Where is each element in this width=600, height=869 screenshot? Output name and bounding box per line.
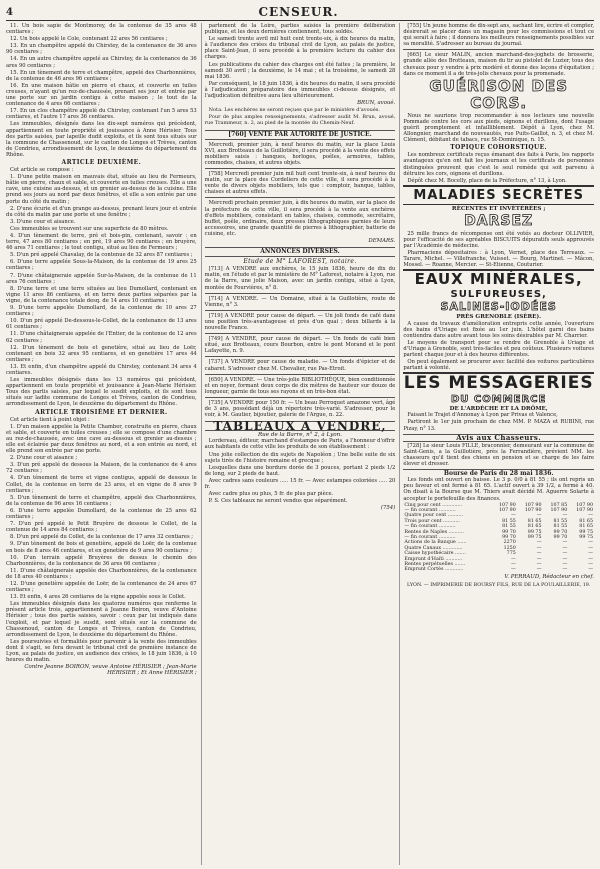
table-cell-label: — fin courant ........... [404,524,456,530]
column-3 [399,23,594,865]
table-cell-value: — [511,562,516,568]
paragraph: Les immeubles désignés dans les quatorze numéros que renferme le présent article trois, appartiennent à Jeanne Boiron, veuve d'Antoine Hérisier ; tous des partis saisies, savoir : ceux par lui indiqués dans l'exploit, et par lequel je susdit, sont situés sur la commune de Chassenoud, canton de Longes et Trèves, canton de Condrieu, arrondissement de Lyon, le deuxième du département du Rhône. [6,601,197,638]
table-cell-value: 99 75 [579,529,594,535]
table-cell-value: 81 65 [527,518,542,524]
column-1 [6,23,197,865]
paragraph: A cause du travaux d'amélioration entrepris cette année, l'ouverture des bains d'Uriage est fixée au 1er juin. L'hôtel garni des bains contiendra dans autre avant tous les soins désirables par M. Charrier. [403,320,595,339]
ad-word-darsez: DARSEZ [464,212,534,229]
divider [205,310,396,311]
paragraph: Mercredi prochain premier juin, à dix heures du matin, sur la place de la préfecture de cette ville, il sera procédé à la vente aux enchères d'effets mobiliers, consistant en tables, chaises, commode, secrétaire, buffet, poêle, ordinaire, deux presses lithographiques garnies de leurs accessoires, une grande quantité de pierres à lithographier, batterie de cuisine, etc. [204,200,396,237]
paragraph: [665] Le sieur MALIN, ancien marchand-des-joghets de brosserie, grande allée des Brotteaux, maison du tir au pistolet de Luzier, tous des chevaux pour y vendre à prix modéré et donne des leçons d'équitation ; dans ce moment il a de très-jolis chevaux pour la promenade. [403,52,595,77]
auction-heading: [760] VENTE PAR AUTORITÉ DE JUSTICE. [205,130,396,140]
article-2-heading: ARTICLE DEUXIÈME. [61,158,142,166]
table-cell-value: 107 90 [576,508,594,513]
ad-subtitle-sulfureuses: SULFUREUSES, [450,289,547,301]
paragraph: 6. D'une terre appelée Sous-la-Maison, de la contenue de 19 ares 25 centiares ; [6,259,197,272]
paragraph: 14. En un autre champêtre appelé au Chirstey, de la contenance de 36 ares 90 centiares ; [6,56,197,69]
table-cell-label: Rentes perpétuelles ....... [404,562,466,568]
ad-subtitle-ardeche: DE L'ARDÈCHE ET LA DRÔME, [449,406,548,413]
paragraph: 13. En un champêtre appelé du Chirstey, de la contenance de 36 ares 90 centiares ; [6,43,197,56]
paragraph: 17. En un clos champêtre appelé du Chirstey, contenant l'un 5 ares 53 centiares, et l'autre 17 ares 36 centiares. [6,108,197,121]
col1-paras-bottom [6,417,197,664]
paragraph: 16. En une maison bâtie en pierre et chaux, et couverte en tuiles creuses, n'ayant qu'un rez-de-chaussée, prenant ses jour et entrée par une porte sur un jardin contigu à cette maison ; le tout de la contenance de 4 ares 66 centiares ; [6,82,197,108]
table-cell-label: Quatre pour cent .......... [404,513,463,519]
table-cell-value: — [588,545,594,551]
table-cell-value: — [562,562,568,568]
table-cell-value: — [562,545,568,551]
paragraph: 2. D'une écurie et d'un grange au-dessus, prenant leurs jour et entrée du côté du matin par une porte et une fenêtre ; [6,205,197,218]
masthead: CENSEUR. [258,5,339,19]
signature: DEMARS. [368,238,396,245]
table-cell-value: — [588,551,594,557]
table-cell-value: 81 65 [527,524,542,530]
paragraph: Dépôt chez M. Bocelly, place de la Préfecture, n° 13, à Lyon. [407,177,567,184]
table-cell-value: — [562,540,568,546]
table-cell-value: 99 70 [553,529,568,535]
paragraph: Par conséquent, le 18 juin 1836, à dix heures du matin, il sera procédé à l'adjudication préparatoire des immeubles ci-dessus désignés, et l'adjudication définitive aura lieu ultérieurement. [204,80,396,100]
table-cell-label: Actions de la Banque ...... [404,540,467,546]
paragraph: P. S. Ces tableaux ne seront vendus que séparément. [208,498,348,505]
etude-heading: Etude de M° LAFOREST, notaire. [243,258,357,266]
table-cell-value: — [536,556,542,562]
table-cell-value: — [536,513,542,519]
chasseurs-heading: Avis aux Chasseurs. [403,434,594,442]
ad-item: [713] A VENDRE aux enchères, le 15 juin 1836, heure de dix du matin, en l'étude et par le ministère de M° Laforest, notaire à Lyon, rue de la Barre, une jolie Maison, avec un jardin contigu, situé à Lyon, montée de Fourvières, n° 8. [204,266,396,291]
paragraph: [758] Mercredi premier juin mil huit cent trente-six, à neuf heures du matin, sur la place des Cordeliers de cette ville, il sera procédé à la vente de divers objets mobiliers, tels que : comptoir, banque, tables, chaises et autres effets. [204,171,396,196]
column-2 [201,23,396,865]
table-cell-value: 99 70 [502,529,516,535]
table-cell-value: 81 55 [502,524,516,530]
table-cell-value: 81 55 [502,518,516,524]
ad-item: [650] A VENDRE. — Une très-jolie BIBLIOTHÈQUE, bien conditionnée et en noyer, formant deux corps de dix mètres de hauteur sur douze de longueur, garnie de tous ses rayons et en très-bon état. [204,376,396,395]
paragraph: Les poursuivies et formalités pour parvenir à la vente des immeubles dont il s'agit, se fera devant le tribunal civil de première instance de Lyon, au palais de justice, en audience des criées, le 18 juin 1836, à 10 heures du matin. [6,638,197,664]
article-3-heading: ARTICLE TROISIÈME ET DERNIER. [35,408,168,416]
table-cell-value: — [562,556,568,562]
col1-paras-mid [6,167,197,407]
table-cell-value: 81 65 [579,518,594,524]
paragraph: 25 mille francs de récompense ont été votés au docteur OLLIVIER, pour l'efficacité de ses agréables BISCUITS dépuratifs seuls approuvés par l'Académie de médecine. [403,230,595,250]
note: Nota. Les enchères ne seront reçues que par le ministère d'avoués. [208,107,380,114]
page-number: 4 [6,6,13,18]
paragraph: Avec cadre plus ou plus, 5 fr. de plus par pièce. [208,491,334,498]
tableaux-title: TABLEAUX A VENDRE, [205,421,396,431]
paragraph: Les immeubles désignés dans les 13 numéros qui précèdent, appartiennent en toute propriété et jouissance à Jean-Marie Hérisier. Tous des partis saisies, par lequel le susdit exploits, et ils sont tous situés sur ladite commune de Longes et Trèves, canton de Condrieu, arrondissement de Lyon, le deuxième du département du Rhône. [6,377,197,408]
paragraph: 4. D'un tènement de terre, pré et bois-pin, contenant, savoir : en terre, 47 ares 80 centiares ; en pré, 19 ares 90 centiares ; en bruyère, 46 ares 71 centiares ; le tout contigu, situé au lieu de Fermeurs ; [6,233,197,252]
table-cell-value: — [536,567,542,573]
table-cell-value: 107 90 [499,508,516,513]
paragraph: Le samedi trente avril mil huit cent trente-six, à dix heures du matin, à l'audience des criées du tribunal civil de Lyon, au palais de justice, place Saint-Jean, il sera procédé à la première lecture du cahier des charges. [204,36,396,61]
paragraph: Le moyens de transport pour se rendre de Grenoble à Uriage et d'Uriage à Grenoble, sont très-faciles et peu coûteux. Plusieurs voitures partent chaque jour et à des heures différentes. [403,339,595,358]
table-cell-value: 107 90 [524,508,542,513]
table-cell-value: 107 90 [550,508,568,513]
paragraph: 9. D'un tènement de bois et genetière, appelé de Loër, de la contenue en bois de 8 ares 46 centiares, et en genetière de 9 ares 90 centiares ; [6,541,197,554]
divider [205,333,396,334]
table-row [403,567,594,572]
table-cell-label: Cinq pour cent ............. [404,502,462,508]
table-cell-value: — [562,567,568,573]
ad-item: [737] A VENDRE pour cause de maladie. — Un fonds d'épicier et de cabaret. S'adresser chez M. Chevalier, rue Pas-Etroit. [204,359,396,372]
paragraph: 7. D'un pré appelé le Petit Bruyère de dessous le Collet, de la contenue de 14 ares 84 centiares ; [6,521,197,534]
ad-title-eaux: EAUX MINÉRALES, [403,269,594,288]
page-header [6,4,594,21]
table-cell-value: 99 75 [579,535,594,541]
divider [205,356,396,357]
paragraph: partement de la Loire, parties saisies la première délibération publique, et les deux dernières contiennent, tous soldés. [204,23,396,36]
paragraph: 12. Un bois appelé le Cole, contenant 22 ares 56 centiares ; [10,36,168,43]
ad-place: PRÈS GRENOBLE (ISÈRE). [456,314,542,321]
paragraph: Cet article se compose : [10,167,74,174]
paragraph: 8. D'une terre et une terre situées au lieu Dumollard, contenant en vigne 11 ares 86 centiares, et en terre deux parties séparées par la vigne, de la contenance totale desq. de 14 ares 10 centiares ; [6,285,197,304]
paragraph: Faisant le Trajet d'Annonay à Lyon par Privas et Valence, [407,412,558,419]
col1-signature: Contre Jeanne BOIRON, veuve Antoine HÉRISIER ; Jean-Marie HÉRISIER ; Et Anne HÉRISIER ; [24,664,197,677]
paragraph: 5. D'un tènement de terre et champêtre, appelé des Charbonnières, de la contenue de 96 ares 16 centiares ; [6,494,197,507]
paragraph: Avec cadres sans couleurs ..... 15 fr. — Avec estampes coloriées ..... 20 fr. [204,477,396,491]
paragraph: Une jolie collection de dix sujets de Napoléon ; Une belle suite de six sujets tirés de l'histoire romaine et grecque ; [204,451,396,464]
paragraph: 11. D'une châtaigneraie appelée de l'Entier, de la contenue de 12 ares 62 centiares ; [6,331,197,344]
bourse-table [403,503,594,573]
col1-paras-top [6,23,197,158]
paragraph: 3. D'un pré appelé de dessous la Maison, de la contenance de 4 ares 72 centiares ; [6,462,197,475]
table-cell-label: Quatre Canaux ............. [404,545,463,551]
paragraph: 8. D'un pré appelé du Collet, de la contenue de 17 ares 32 centiares ; [10,534,194,541]
columns [6,23,594,865]
signature: (754) [380,505,396,512]
divider [403,49,594,50]
divider [205,197,396,198]
signature: BRUN, avoué. [357,100,396,107]
paragraph: 9. D'une terre appelée Dumollard, de la contenue de 10 ares 27 centiares ; [6,305,197,318]
table-cell-value: 99 70 [502,535,516,541]
table-cell-value: 1250 [503,545,516,551]
bourse-table-body [403,503,594,573]
paragraph: Lesquelles dans une bordure dorée de 3 pouces, portant 2 pieds 1/2 de long, sur 2 pieds de haut. [204,464,396,477]
table-cell-value: — [536,562,542,568]
editor-signature: V. PERRAUD, Rédacteur en chef. [504,573,595,580]
paragraph: 11. D'une châtaigneraie appelée des Charbonnières, de la contenance de 18 ares 40 centiares ; [6,567,197,580]
table-cell-value: 107 85 [550,502,568,508]
table-cell-value: 99 75 [527,529,542,535]
table-cell-value: — [562,513,568,519]
bourse-heading: Bourse de Paris du 28 mai 1836. [403,469,594,477]
paragraph: 15. En un tènement de terre et champêtre, appelé des Charbonnières, de la contenue de 46 ares 96 centiares ; [6,69,197,82]
table-cell-label: Emprunt Cortès ............ [404,567,464,573]
ad-title-topique: TOPIQUE COHORSTIQUE. [450,144,548,152]
ad-subtitle-commerce: DU COMMERCE [451,394,547,406]
table-cell-value: 99 70 [553,535,568,541]
ad-subtitle: RÉCENTES ET INVÉTÉRÉES ; [451,205,546,212]
table-cell-value: — [588,562,594,568]
paragraph: On peut également se procurer avec facilité des voitures particulières partant à volonté. [403,359,595,372]
divider [205,397,396,398]
table-cell-value: 107 90 [499,502,516,508]
paragraph: 10. D'un terrain appelé Bruyères de dessus le chemin des Charbonnières, de la contenance de 36 ares 66 centiares ; [6,554,197,567]
paragraph: Ces immeubles se trouvent sur une superficie de 80 mètres. [10,225,169,232]
paragraph: Pharmaciens dépositaires : à Lyon, Vernet, place des Terreaux. — Tarare, Michel. — Villefranche, Vuisset. — Bourg, Martinet. — Mâcon, Mossel. — Roanne, Mercier. — St-Etienne, Couturier. [403,250,595,269]
note: Pour de plus amples renseignements, s'adresser audit M. Brun, avoué, rue Trammeur, n. 2, au pied de la montée du Chemin-Neuf. [204,114,396,126]
table-cell-value: — [588,556,594,562]
paragraph: Les fonds ont ouvert en baisse. Le 3 p. 0/0 à 81 55 ; ils ont repris un peu faveur et ont fermé à 81 65. L'actif ouvert à 39 1/2, a fermé à 40. On disait à la Bourse que M. Thiers avait décidé M. Aguerre Solarte à accepter le portefeuille des finances. [403,477,595,502]
table-cell-value: 81 55 [553,518,568,524]
table-cell-value: 775 [506,551,516,557]
paragraph: 4. D'un tènement de terre et vigne contigus, appelé de dessous le Collet, de la contenue en terre de 23 ares, et en vigne de 8 ares 9 centiares ; [6,475,197,494]
paragraph: Mercredi, premier juin, à neuf heures du matin, sur la place Louis XVI, aux Brotteaux de la Guillotière, il sera procédé à la vente des effets mobiliers saisis : banques, horloges, poêles, armoires, tables, commodes, chaises, et autres objets. [204,141,396,166]
table-cell-value: 107 90 [524,502,542,508]
table-cell-label: Caisse hypothécaire ....... [404,551,466,557]
table-cell-value: — [562,551,568,557]
paragraph: 1. D'un maison appelée la Petite Chamber, construite en pierre, chaux et sable, et couverte en tuiles creuses ; elle se compose d'une chambre au rez-de-chaussée, avec une cave au-dessous et grenier au-dessus ; elle est éclairée par deux fenêtres au nord, et a son entrée au nord, et elle prend son entrée par une porte. [6,423,197,455]
table-cell-value: — [511,567,516,573]
table-cell-value: — [511,556,516,562]
paragraph: 13. Et enfin, d'un champêtre appelé du Chirstey, contenant 34 ares 4 centiares. [6,363,197,376]
table-cell-value: — [511,513,516,519]
paragraph: 13. Et enfin, 4 ares 26 centiares de la vigne appelée sous le Collet. [10,594,186,601]
ad-item: [714] A VENDRE. — Un Domaine, situé à la Guillotière, route de Vienne, n° 3. [204,295,396,308]
ad-title-messageries: LES MESSAGERIES [403,373,594,394]
paragraph: Les immeubles, désignés dans les dix-sept numéros qui précèdent, appartiennent en toute propriété et jouissance à Anne Hérisier. Tous des partis saisies, par lapeille dudit exploits, et ils sont tous situés sur la commune de Chassenoud, sur le canton de Longes et Trèves, canton de Condrieu, arrondissement de Lyon, le deuxième du département du Rhône. [6,121,197,158]
ad-word-salines: SALINES-IODÉES [440,300,557,314]
table-cell-label: — fin courant ........... [404,508,456,513]
paragraph: Lordereau, éditeur, marchand d'estampes de Paris, a l'honneur d'offrir aux habitants de cette ville les produits de son établissement : [204,438,396,451]
ad-item: [735] A VENDRE pour 150 fr. — Un beau Perroquet amazone vert, âgé de 3 ans, possédant déjà un répertoire très-varié. S'adresser, pour le voir, à M. Gautier, bijoutier, galerie de l'Argue, n. 22. [204,399,396,419]
table-cell-value: 2270 [503,540,516,546]
paragraph: 10. D'un pré appelé De-dessous-le-Collet, de la contenance de 13 ares 61 centiares ; [6,318,197,331]
divider [205,374,396,375]
paragraph: [755] Un jeune homme de dix-sept ans, sachant lire, écrire et compter, désirerait se placer dans un magasin pour les commissions et tout ce qui serait à faire ; il donnera les meilleurs renseignements possibles sur sa moralité. S'adresser au bureau du journal. [403,23,595,48]
paragraph: 7. D'une châtaigneraie appelée Sur-la-Maison, de la contenue de 11 ares 76 centiares ; [6,272,197,285]
paragraph: 6. D'une terre appelée Dumollard, de la contenue de 25 ares 62 centiares ; [6,507,197,521]
paragraph: Nous ne saurions trop recommander à nos lecteurs une nouvelle Pommade contre les cors aux pieds, oignons et durillons, dont l'usage guérit promptement et infailliblement. Dépôt à Lyon, chez M. Allongnier, marchand de nouveautés, rue Puits-Gaillot, n. 3, et chez M. Clément, débitant de tabacs, rue St-Dominique, n. 15. [403,112,595,144]
ad-title-maladies: MALADIES SECRÈTES [403,185,594,205]
paragraph: [728] Le sieur Louis FILLE, braconnier, demeurant sur la commune de Saint-Genis, a la Guillotière, près la Ferrandière, prévient MM. les chasseurs qu'il tient des chiens en pension et se charge de les faire élever et dresser. [403,442,595,468]
paragraph: 2. D'une cour et aisance ; [10,455,78,462]
ad-title-cors: GUÉRISON DES CORS. [429,76,569,112]
paragraph: 1. D'une petite maison en mauvais état, située au lieu de Fermeurs, bâtie en pierre, chaux et sable, et couverte en tuiles creuses. Elle a une cave, une cuisine au-dessus, et un grenier au-dessus de la cuisine. Elle prend ses jours au nord par deux fenêtres, et elle a son entrée par une porte du côté du matin ; [6,174,197,205]
table-cell-label: Rentes de Naples .......... [404,529,464,535]
table-cell-value: — [536,540,542,546]
table-cell-value: — [536,545,542,551]
ad-item: [749] A VENDRE, pour cause de départ. — Un fonds de café bien situé, aux Brotteaux, cours Bourbon, entre le pont Morand et le pont Lafayette, n. 9. [204,336,396,355]
tableaux-address: Rue de la Barre, n° 2, à Lyon. [257,432,343,439]
divider [205,168,396,169]
ad-item: [719] A VENDRE pour cause de départ. — Un joli fonds de café dans une position très-avantageuse et près d'un quai ; deux billards à la nouvelle France. [204,312,396,332]
table-cell-value: 81 65 [579,524,594,530]
paragraph: 3. D'une cour et aisance. [10,218,76,225]
table-cell-label: Trois pour cent ........... [404,518,460,524]
paragraph: Les publications du cahier des charges ont été faites ; la première, le samedi 30 avril ; la deuxième, le 14 mai ; et la troisième, le samedi 28 mai 1836. [204,61,396,80]
paragraph: 11. Un bois sapie de Montmorey, de la contenue de 35 ares 48 centiares ; [6,23,197,36]
paragraph: Partiront le 1er juin prochain de chez MM. P. MAZA et RUBINI, rue Pizay, n° 13. [403,419,595,432]
divider [205,293,396,294]
paragraph: Les nombreux certificats reçus émanant des faits à Paris, les rapports avantageux qu'en ont fait les journaux et les certificats de personnes distinguées prouvent que c'est le seul remède qui soit parvenu à détruire les cors, oignons et durillons. [403,152,595,177]
paragraph: Cet article tient à point objet : [10,416,90,423]
table-cell-value: — [536,551,542,557]
table-cell-value: 99 75 [527,535,542,541]
table-cell-value: — [588,513,594,519]
table-cell-value: — [588,540,594,546]
announcements-heading: ANNONCES DIVERSES. [205,247,396,257]
table-cell-value: 107 90 [576,502,594,508]
paragraph: 5. D'un pré appelé Chavalay, de la contenue de 32 ares 87 centiares ; [10,252,193,259]
paragraph: 12. D'un tènement de bois et genetière, situé au lieu de Loër, contenant en bois 32 ares 95 centiares, et en genetière 17 ares 44 centiares ; [6,344,197,363]
table-cell-value: 81 55 [553,524,568,530]
table-cell-value: — [588,567,594,573]
paragraph: 12. D'une genetière appelée de Loër, de la contenance de 24 ares 67 centiares ; [6,580,197,594]
printer-footer: LYON. — IMPRIMERIE DE BOURSY FILS, RUE DE LA POULAILLERIE, 19. [406,582,591,588]
table-cell-label: — fin courant ........... [404,535,456,541]
table-cell-label: Emprunt d'Haïti ........... [404,556,463,562]
